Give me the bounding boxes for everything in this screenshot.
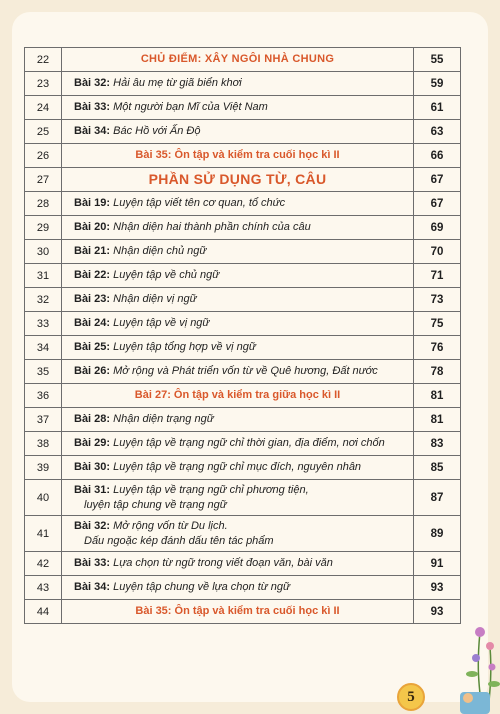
lesson-title: Ôn tập và kiểm tra cuối học kì II xyxy=(174,149,340,161)
row-number: 22 xyxy=(25,48,62,72)
lesson-label: Bài 22: xyxy=(74,269,111,281)
row-number: 42 xyxy=(25,552,62,576)
row-title xyxy=(62,576,414,600)
lesson-label: Bài 25: xyxy=(74,341,111,353)
row-number: 31 xyxy=(25,264,62,288)
lesson-title: Mở rộng vốn từ Du lịch. xyxy=(113,519,228,532)
lesson-title: Hải âu mẹ từ giã biển khơi xyxy=(113,77,242,89)
row-number: 44 xyxy=(25,600,62,624)
row-number: 26 xyxy=(25,144,62,168)
row-title xyxy=(62,192,414,216)
row-number: 38 xyxy=(25,432,62,456)
lesson-label: Bài 34: xyxy=(74,125,111,137)
row-title xyxy=(62,408,414,432)
lesson-title: Luyện tập về vị ngữ xyxy=(113,317,210,329)
toc-row xyxy=(25,240,461,264)
row-title xyxy=(62,384,414,408)
row-page: 70 xyxy=(414,240,461,264)
lesson-label: Bài 32: xyxy=(74,519,111,532)
row-number: 40 xyxy=(25,480,62,516)
row-title xyxy=(62,96,414,120)
toc-row xyxy=(25,408,461,432)
row-number: 37 xyxy=(25,408,62,432)
row-page: 87 xyxy=(414,480,461,516)
toc-row xyxy=(25,96,461,120)
lesson-title: Luyện tập về trạng ngữ chỉ mục đích, nguyên nhân xyxy=(113,461,362,473)
toc-row xyxy=(25,360,461,384)
page-number-badge xyxy=(397,683,425,711)
lesson-label: Bài 26: xyxy=(74,365,111,377)
row-page: 91 xyxy=(414,552,461,576)
lesson-title: Nhận diện chủ ngữ xyxy=(113,245,207,257)
lesson-title: Luyện tập về trạng ngữ chỉ thời gian, địa điểm, nơi chốn xyxy=(113,437,385,449)
toc-row xyxy=(25,552,461,576)
lesson-title: Bác Hồ với Ấn Độ xyxy=(113,125,201,137)
lesson-label: Bài 31: xyxy=(74,483,111,496)
lesson-label: Bài 27: xyxy=(134,389,171,401)
row-page: 81 xyxy=(414,384,461,408)
row-page: 76 xyxy=(414,336,461,360)
row-page: 69 xyxy=(414,216,461,240)
lesson-label: Bài 30: xyxy=(74,461,111,473)
row-number: 39 xyxy=(25,456,62,480)
row-number: 36 xyxy=(25,384,62,408)
row-title xyxy=(62,264,414,288)
toc-row xyxy=(25,432,461,456)
row-title xyxy=(62,360,414,384)
row-page: 93 xyxy=(414,600,461,624)
lesson-title: Nhận diện hai thành phần chính của câu xyxy=(113,221,311,233)
row-title xyxy=(62,216,414,240)
lesson-title: Lựa chọn từ ngữ trong viết đoạn văn, bài văn xyxy=(113,557,333,569)
page-number: 5 xyxy=(407,688,415,705)
row-number: 23 xyxy=(25,72,62,96)
row-number: 27 xyxy=(25,168,62,192)
lesson-title-line2: luyện tập chung về trạng ngữ xyxy=(84,498,227,511)
toc-row xyxy=(25,600,461,624)
row-number: 30 xyxy=(25,240,62,264)
toc-row xyxy=(25,288,461,312)
row-number: 32 xyxy=(25,288,62,312)
row-title xyxy=(62,72,414,96)
toc-row xyxy=(25,72,461,96)
toc-table xyxy=(24,47,461,624)
toc-row xyxy=(25,516,461,552)
row-page: 89 xyxy=(414,516,461,552)
lesson-label: Bài 19: xyxy=(74,197,111,209)
lesson-title: Ôn tập và kiểm tra cuối học kì II xyxy=(174,605,340,617)
row-title xyxy=(62,456,414,480)
lesson-title: Luyện tập tổng hợp về vị ngữ xyxy=(113,341,256,353)
toc-row xyxy=(25,264,461,288)
row-page: 93 xyxy=(414,576,461,600)
lesson-title: Luyện tập về trạng ngữ chỉ phương tiện, xyxy=(113,483,309,496)
lesson-label: Bài 24: xyxy=(74,317,111,329)
toc-row xyxy=(25,48,461,72)
toc-row xyxy=(25,192,461,216)
row-page: 75 xyxy=(414,312,461,336)
toc-body xyxy=(25,48,461,624)
row-page: 67 xyxy=(414,168,461,192)
row-number: 25 xyxy=(25,120,62,144)
row-page: 55 xyxy=(414,48,461,72)
lesson-label: Bài 35: xyxy=(135,605,172,617)
row-title xyxy=(62,312,414,336)
row-title xyxy=(62,516,414,552)
row-number: 33 xyxy=(25,312,62,336)
row-page: 78 xyxy=(414,360,461,384)
lesson-label: Bài 35: xyxy=(135,149,172,161)
row-title: CHỦ ĐIỂM: XÂY NGÔI NHÀ CHUNG xyxy=(62,48,414,72)
lesson-title: Mở rộng và Phát triển vốn từ về Quê hương, Đất nước xyxy=(113,365,378,377)
flower-decoration xyxy=(430,612,500,714)
lesson-title-line2: Dấu ngoặc kép đánh dấu tên tác phẩm xyxy=(84,534,274,547)
lesson-label: Bài 20: xyxy=(74,221,111,233)
row-page: 59 xyxy=(414,72,461,96)
row-page: 85 xyxy=(414,456,461,480)
toc-row xyxy=(25,336,461,360)
row-page: 73 xyxy=(414,288,461,312)
lesson-label: Bài 28: xyxy=(74,413,111,425)
row-page: 83 xyxy=(414,432,461,456)
row-title xyxy=(62,144,414,168)
row-title xyxy=(62,336,414,360)
lesson-label: Bài 29: xyxy=(74,437,111,449)
row-title xyxy=(62,552,414,576)
toc-row xyxy=(25,456,461,480)
row-number: 35 xyxy=(25,360,62,384)
lesson-title: Nhận diện trạng ngữ xyxy=(113,413,214,425)
lesson-label: Bài 33: xyxy=(74,557,111,569)
lesson-title: Luyện tập viết tên cơ quan, tổ chức xyxy=(113,197,286,209)
row-page: 63 xyxy=(414,120,461,144)
toc-row xyxy=(25,168,461,192)
row-page: 61 xyxy=(414,96,461,120)
toc-row xyxy=(25,144,461,168)
row-title xyxy=(62,600,414,624)
lesson-title: Luyện tập chung về lựa chọn từ ngữ xyxy=(113,581,291,593)
row-number: 43 xyxy=(25,576,62,600)
toc-row xyxy=(25,216,461,240)
row-number: 29 xyxy=(25,216,62,240)
row-number: 34 xyxy=(25,336,62,360)
row-title xyxy=(62,480,414,516)
row-title xyxy=(62,120,414,144)
lesson-label: Bài 21: xyxy=(74,245,111,257)
toc-row xyxy=(25,576,461,600)
row-number: 41 xyxy=(25,516,62,552)
toc-row xyxy=(25,120,461,144)
toc-row xyxy=(25,480,461,516)
row-number: 28 xyxy=(25,192,62,216)
row-number: 24 xyxy=(25,96,62,120)
toc-row xyxy=(25,384,461,408)
lesson-title: Một người bạn Mĩ của Việt Nam xyxy=(113,101,268,113)
row-page: 81 xyxy=(414,408,461,432)
lesson-title: Luyện tập về chủ ngữ xyxy=(113,269,220,281)
row-page: 71 xyxy=(414,264,461,288)
row-title: PHẦN SỬ DỤNG TỪ, CÂU xyxy=(62,168,414,192)
lesson-label: Bài 33: xyxy=(74,101,111,113)
lesson-title: Nhận diện vị ngữ xyxy=(113,293,197,305)
row-title xyxy=(62,288,414,312)
lesson-label: Bài 34: xyxy=(74,581,111,593)
lesson-title: Ôn tập và kiểm tra giữa học kì II xyxy=(173,389,341,401)
row-page: 67 xyxy=(414,192,461,216)
row-page: 66 xyxy=(414,144,461,168)
lesson-label: Bài 23: xyxy=(74,293,111,305)
lesson-label: Bài 32: xyxy=(74,77,111,89)
row-title xyxy=(62,240,414,264)
toc-row xyxy=(25,312,461,336)
row-title xyxy=(62,432,414,456)
